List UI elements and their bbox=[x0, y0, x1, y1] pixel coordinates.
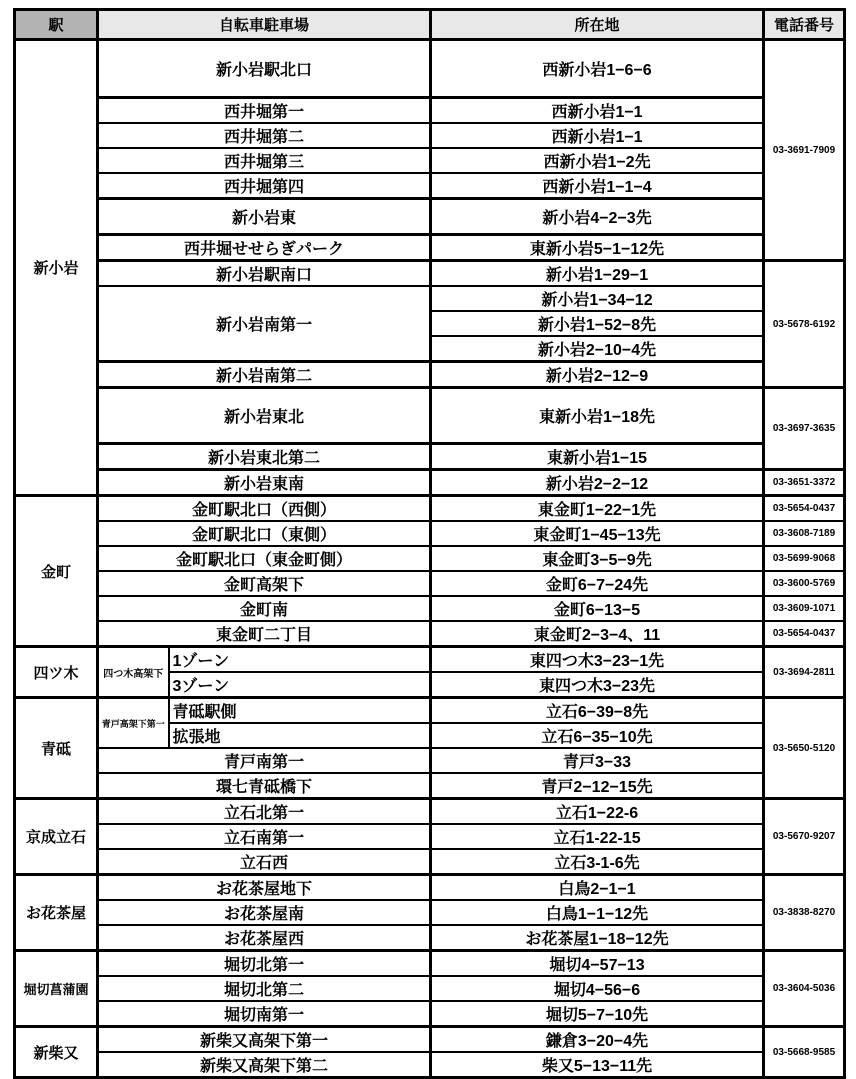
address-cell: 堀切5−7−10先 bbox=[431, 1001, 764, 1027]
parking-cell: 1ゾーン bbox=[169, 647, 431, 673]
address-cell: 東新小岩5−1−12先 bbox=[431, 235, 764, 261]
address-cell: 新小岩2−12−9 bbox=[431, 362, 764, 388]
parking-cell: 西井堀第一 bbox=[98, 98, 431, 124]
parking-cell: 新小岩南第二 bbox=[98, 362, 431, 388]
phone-cell: 03-3651-3372 bbox=[764, 470, 845, 496]
parking-cell: 立石南第一 bbox=[98, 824, 431, 849]
address-cell: 西新小岩1−1 bbox=[431, 98, 764, 124]
parking-cell: 新小岩駅南口 bbox=[98, 261, 431, 287]
phone-cell: 03-3694-2811 bbox=[764, 647, 845, 698]
parking-cell: 3ゾーン bbox=[169, 672, 431, 698]
parking-cell: 西井堀第四 bbox=[98, 173, 431, 199]
parking-cell: 金町高架下 bbox=[98, 571, 431, 596]
phone-cell: 03-3609-1071 bbox=[764, 596, 845, 621]
address-cell: 東新小岩1−18先 bbox=[431, 388, 764, 444]
bicycle-parking-table bbox=[13, 8, 846, 1079]
address-cell: 東新小岩1−15 bbox=[431, 444, 764, 470]
parking-cell: 拡張地 bbox=[169, 723, 431, 748]
station-cell-shin-shibamata: 新柴又 bbox=[15, 1027, 98, 1078]
parking-cell: 堀切北第一 bbox=[98, 951, 431, 977]
station-cell-kanamachi: 金町 bbox=[15, 496, 98, 647]
address-cell: 白鳥1−1−12先 bbox=[431, 900, 764, 925]
address-cell: 立石1−22-6 bbox=[431, 799, 764, 825]
address-cell: 堀切4−56−6 bbox=[431, 976, 764, 1001]
parking-cell: 金町駅北口（東側） bbox=[98, 521, 431, 546]
parking-cell: 新小岩東 bbox=[98, 199, 431, 235]
parking-cell: お花茶屋西 bbox=[98, 925, 431, 951]
address-cell: 東金町1−22−1先 bbox=[431, 496, 764, 522]
parking-cell: 青戸南第一 bbox=[98, 748, 431, 773]
sublabel-cell: 青戸高架下第一 bbox=[98, 698, 169, 749]
address-cell: 東金町3−5−9先 bbox=[431, 546, 764, 571]
parking-cell: 立石北第一 bbox=[98, 799, 431, 825]
station-cell-horikiri-shobuen: 堀切菖蒲園 bbox=[15, 951, 98, 1027]
address-cell: 立石6−39−8先 bbox=[431, 698, 764, 724]
parking-cell: 新柴又高架下第二 bbox=[98, 1052, 431, 1078]
parking-cell: 立石西 bbox=[98, 849, 431, 875]
address-cell: 西新小岩1−1−4 bbox=[431, 173, 764, 199]
parking-cell: お花茶屋南 bbox=[98, 900, 431, 925]
parking-cell: 新小岩駅北口 bbox=[98, 40, 431, 98]
address-cell: 鎌倉3−20−4先 bbox=[431, 1027, 764, 1053]
address-cell: 立石6−35−10先 bbox=[431, 723, 764, 748]
sublabel-cell: 四つ木高架下 bbox=[98, 647, 169, 698]
parking-cell: 青砥駅側 bbox=[169, 698, 431, 724]
station-cell-yotsugi: 四ツ木 bbox=[15, 647, 98, 698]
address-cell: 西新小岩1−6−6 bbox=[431, 40, 764, 98]
parking-cell: 西井堀第三 bbox=[98, 148, 431, 173]
col-header-parking: 自転車駐車場 bbox=[98, 10, 431, 40]
parking-cell: 金町駅北口（東金町側） bbox=[98, 546, 431, 571]
address-cell: 立石3-1-6先 bbox=[431, 849, 764, 875]
station-cell-aoto: 青砥 bbox=[15, 698, 98, 799]
address-cell: 新小岩2−10−4先 bbox=[431, 336, 764, 362]
address-cell: 東金町2−3−4、11 bbox=[431, 621, 764, 647]
address-cell: 新小岩2−2−12 bbox=[431, 470, 764, 496]
address-cell: 新小岩4−2−3先 bbox=[431, 199, 764, 235]
address-cell: 金町6−7−24先 bbox=[431, 571, 764, 596]
parking-cell: 新小岩東北 bbox=[98, 388, 431, 444]
station-cell-ohanajaya: お花茶屋 bbox=[15, 875, 98, 951]
address-cell: 金町6−13−5 bbox=[431, 596, 764, 621]
address-cell: 東四つ木3−23−1先 bbox=[431, 647, 764, 673]
phone-cell: 03-3838-8270 bbox=[764, 875, 845, 951]
phone-cell: 03-5668-9585 bbox=[764, 1027, 845, 1078]
parking-cell: お花茶屋地下 bbox=[98, 875, 431, 901]
address-cell: 青戸3−33 bbox=[431, 748, 764, 773]
parking-cell: 金町南 bbox=[98, 596, 431, 621]
phone-cell: 03-5650-5120 bbox=[764, 698, 845, 799]
address-cell: 堀切4−57−13 bbox=[431, 951, 764, 977]
phone-cell: 03-5678-6192 bbox=[764, 261, 845, 388]
parking-cell: 新柴又高架下第一 bbox=[98, 1027, 431, 1053]
phone-cell: 03-5654-0437 bbox=[764, 621, 845, 647]
station-cell-keisei-tateishi: 京成立石 bbox=[15, 799, 98, 875]
address-cell: 立石1-22-15 bbox=[431, 824, 764, 849]
phone-cell: 03-3697-3635 bbox=[764, 388, 845, 470]
parking-cell: 新小岩南第一 bbox=[98, 286, 431, 362]
address-cell: 新小岩1−34−12 bbox=[431, 286, 764, 311]
address-cell: 新小岩1−52−8先 bbox=[431, 311, 764, 336]
address-cell: 柴又5−13−11先 bbox=[431, 1052, 764, 1078]
parking-cell: 西井堀第二 bbox=[98, 123, 431, 148]
address-cell: 東四つ木3−23先 bbox=[431, 672, 764, 698]
parking-cell: 新小岩東南 bbox=[98, 470, 431, 496]
phone-cell: 03-3600-5769 bbox=[764, 571, 845, 596]
phone-cell: 03-5670-9207 bbox=[764, 799, 845, 875]
phone-cell: 03-5654-0437 bbox=[764, 496, 845, 522]
parking-cell: 西井堀せせらぎパーク bbox=[98, 235, 431, 261]
station-cell-shinkoiwa: 新小岩 bbox=[15, 40, 98, 496]
parking-cell: 金町駅北口（西側） bbox=[98, 496, 431, 522]
col-header-station: 駅 bbox=[15, 10, 98, 40]
phone-cell: 03-3608-7189 bbox=[764, 521, 845, 546]
parking-cell: 環七青砥橋下 bbox=[98, 773, 431, 799]
parking-cell: 堀切北第二 bbox=[98, 976, 431, 1001]
phone-cell: 03-5699-9068 bbox=[764, 546, 845, 571]
address-cell: 東金町1−45−13先 bbox=[431, 521, 764, 546]
address-cell: 白鳥2−1−1 bbox=[431, 875, 764, 901]
address-cell: 西新小岩1−2先 bbox=[431, 148, 764, 173]
address-cell: お花茶屋1−18−12先 bbox=[431, 925, 764, 951]
phone-cell: 03-3604-5036 bbox=[764, 951, 845, 1027]
address-cell: 青戸2−12−15先 bbox=[431, 773, 764, 799]
phone-cell: 03-3691-7909 bbox=[764, 40, 845, 261]
col-header-phone: 電話番号 bbox=[764, 10, 845, 40]
col-header-address: 所在地 bbox=[431, 10, 764, 40]
parking-cell: 堀切南第一 bbox=[98, 1001, 431, 1027]
parking-cell: 東金町二丁目 bbox=[98, 621, 431, 647]
address-cell: 西新小岩1−1 bbox=[431, 123, 764, 148]
address-cell: 新小岩1−29−1 bbox=[431, 261, 764, 287]
parking-cell: 新小岩東北第二 bbox=[98, 444, 431, 470]
